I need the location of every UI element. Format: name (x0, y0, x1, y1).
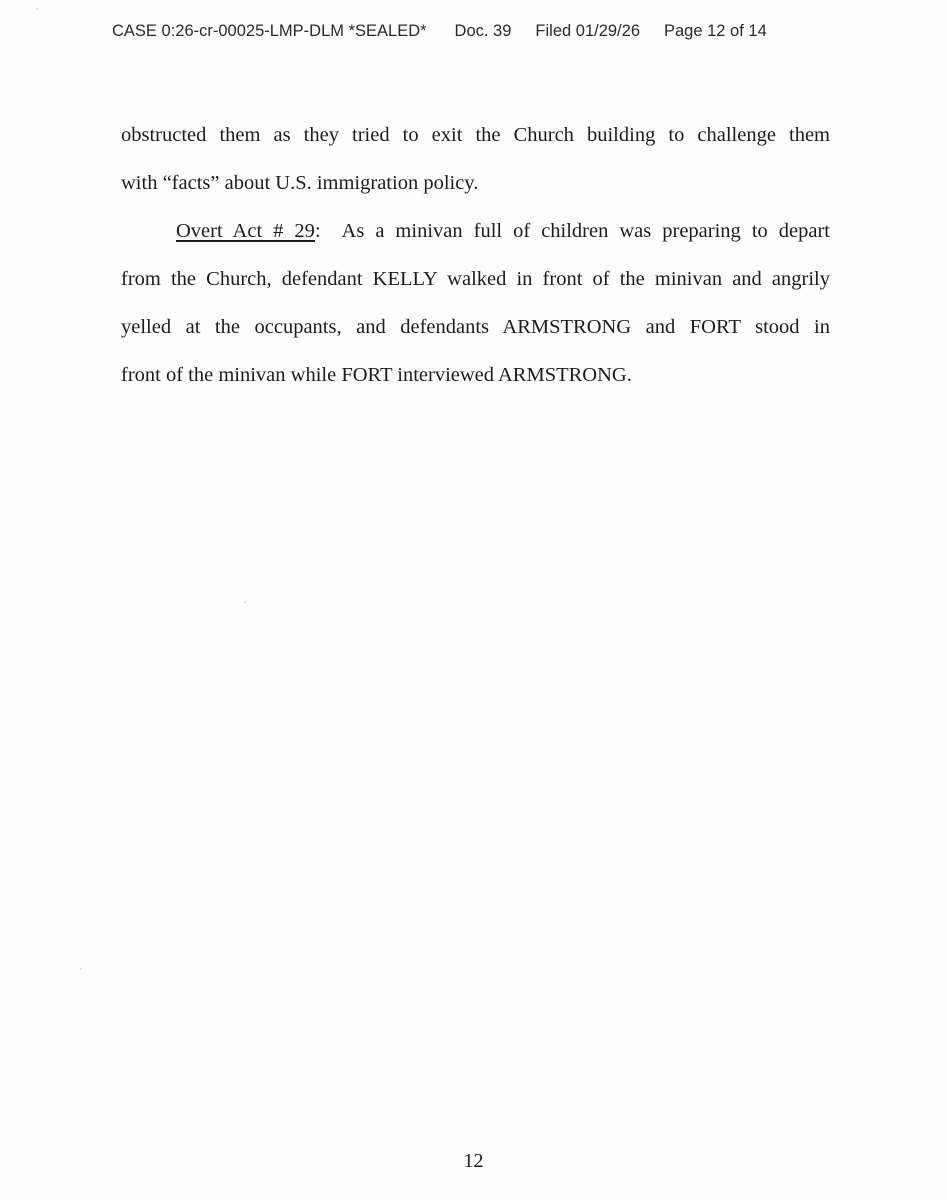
ecf-header (112, 22, 832, 41)
scan-speck (80, 968, 82, 970)
overt-act-paragraph-start (121, 214, 830, 262)
filed-date: Filed 01/29/26 (535, 22, 640, 40)
body-line: with “facts” about U.S. immigration policy. (121, 172, 479, 194)
scan-speck (36, 8, 38, 10)
document-number: Doc. 39 (454, 22, 512, 40)
overt-act-heading: Overt Act # 29 (176, 220, 315, 242)
page-number: 12 (463, 1150, 484, 1172)
body-line: yelled at the occupants, and defendants ARMSTRONG and FORT stood in (121, 316, 830, 338)
body-line: from the Church, defendant KELLY walked in front of the minivan and angrily (121, 268, 830, 290)
overt-act-colon: : (314, 220, 321, 242)
body-line: front of the minivan while FORT interviewed ARMSTRONG. (121, 364, 632, 386)
case-number: CASE 0:26-cr-00025-LMP-DLM *SEALED* (112, 22, 427, 40)
body-line: obstructed them as they tried to exit the Church building to challenge them (121, 124, 830, 146)
body-line-text: As a minivan full of children was preparing to depart (341, 220, 830, 242)
document-body (121, 118, 830, 406)
scan-speck (244, 601, 246, 603)
page-count: Page 12 of 14 (664, 22, 767, 40)
